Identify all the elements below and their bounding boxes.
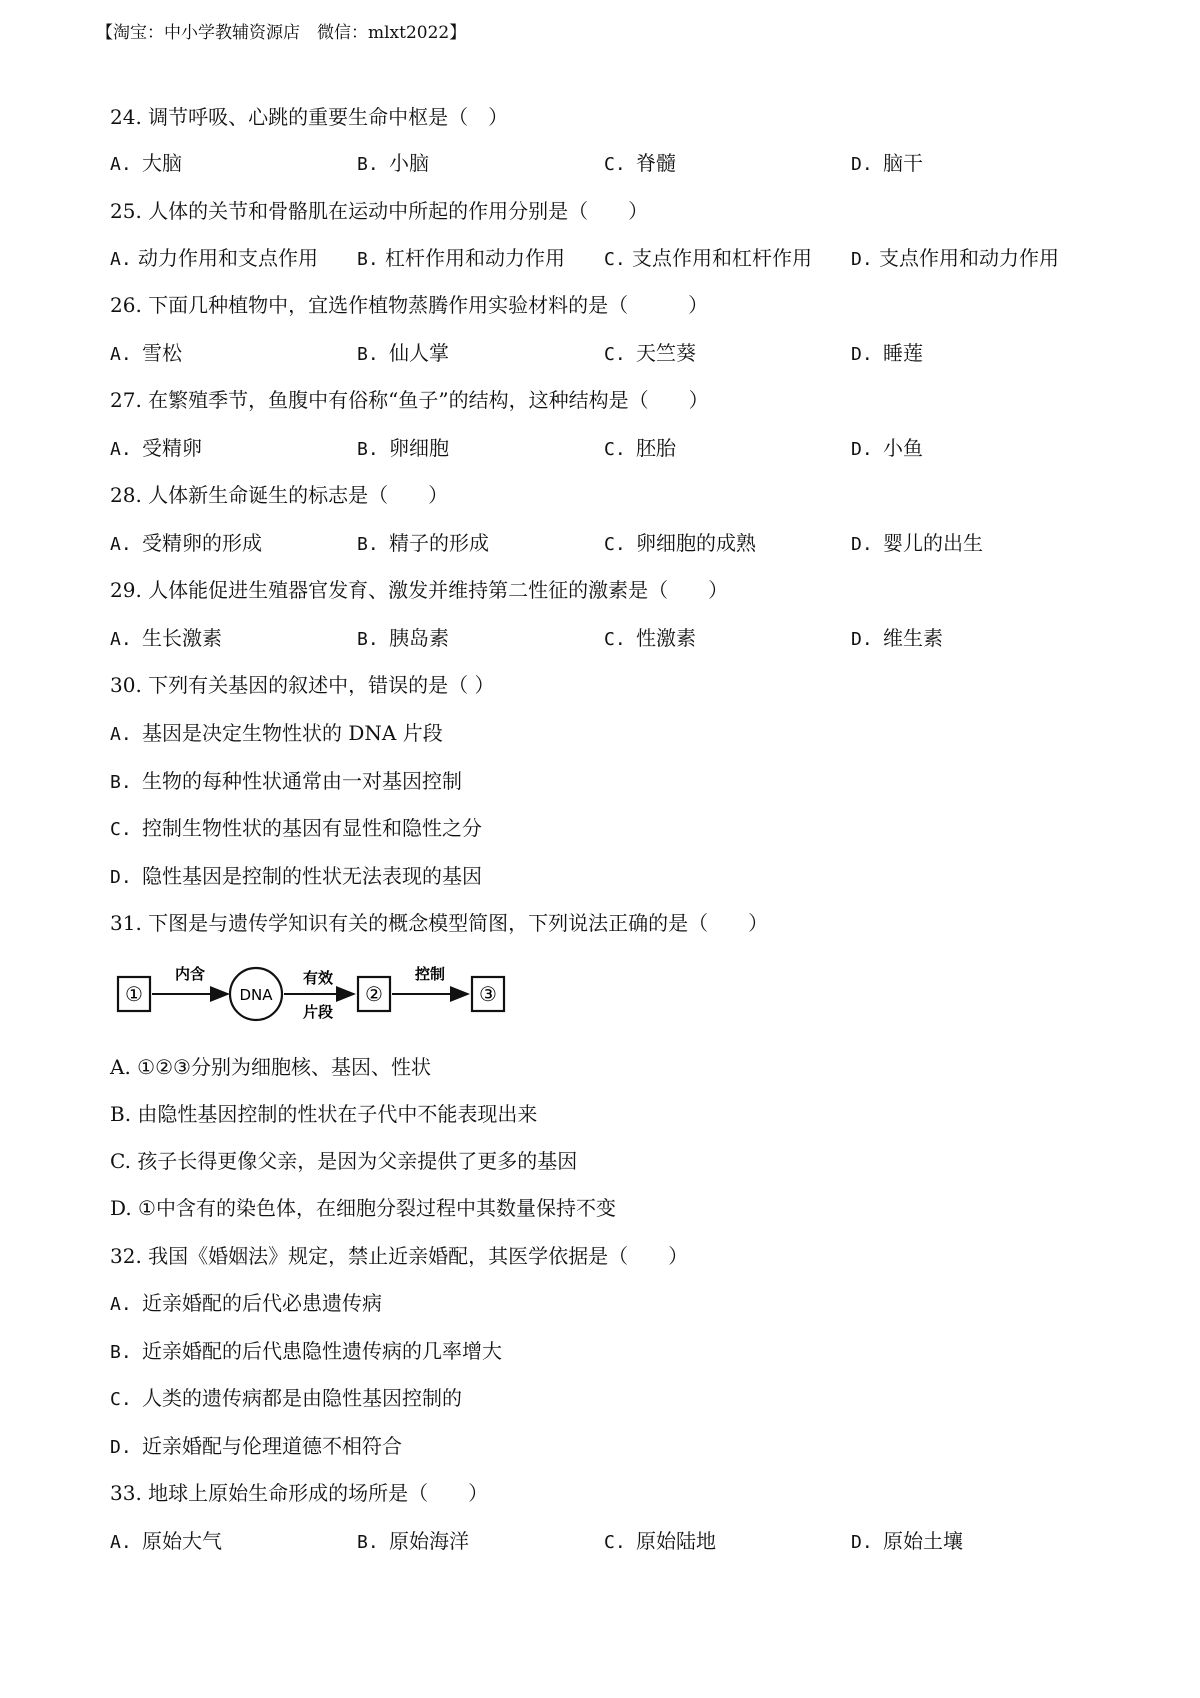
option-a[interactable]: A. 动力作用和支点作用 [110,246,318,270]
question-30-stem: 30. 下列有关基因的叙述中，错误的是（ ） [110,673,495,697]
option-c[interactable]: C. 性激素 [604,626,696,650]
concept-model-diagram [110,955,530,1035]
option-d[interactable]: D. 婴儿的出生 [851,531,983,555]
box-2-label: ② [365,982,383,1006]
option-b[interactable]: B. 生物的每种性状通常由一对基因控制 [110,769,462,793]
option-c[interactable]: C. 胚胎 [604,436,676,460]
option-d[interactable]: D. 原始土壤 [851,1529,963,1553]
option-b[interactable]: B. 小脑 [357,151,429,175]
option-c[interactable]: C. 人类的遗传病都是由隐性基因控制的 [110,1386,462,1410]
option-c[interactable]: C. 天竺葵 [604,341,696,365]
arrow-contains-label: 内含 [174,965,206,983]
question-26-stem: 26. 下面几种植物中，宜选作植物蒸腾作用实验材料的是（ ） [110,293,709,317]
option-a[interactable]: A. ①②③分别为细胞核、基因、性状 [110,1055,431,1079]
option-b[interactable]: B. 原始海洋 [357,1529,469,1553]
option-b[interactable]: B. 由隐性基因控制的性状在子代中不能表现出来 [110,1102,538,1126]
option-d[interactable]: D. ①中含有的染色体，在细胞分裂过程中其数量保持不变 [110,1196,616,1220]
option-d[interactable]: D. 支点作用和动力作用 [851,246,1059,270]
arrow-control-label: 控制 [414,965,446,983]
option-c[interactable]: C. 脊髓 [604,151,676,175]
question-24-options [110,148,1110,178]
question-24-stem: 24. 调节呼吸、心跳的重要生命中枢是（ ） [110,105,509,129]
option-c[interactable]: C. 支点作用和杠杆作用 [604,246,812,270]
option-a[interactable]: A. 大脑 [110,151,182,175]
option-d[interactable]: D. 脑干 [851,151,923,175]
option-c[interactable]: C. 控制生物性状的基因有显性和隐性之分 [110,816,482,840]
option-a[interactable]: A. 近亲婚配的后代必患遗传病 [110,1291,382,1315]
option-c[interactable]: C. 孩子长得更像父亲，是因为父亲提供了更多的基因 [110,1149,578,1173]
header-watermark: 【淘宝：中小学教辅资源店 微信：mlxt2022】 [96,23,467,43]
question-27-stem: 27. 在繁殖季节，鱼腹中有俗称“鱼子”的结构，这种结构是（ ） [110,388,709,412]
option-b[interactable]: B. 胰岛素 [357,626,449,650]
dna-label: DNA [239,986,273,1004]
option-a[interactable]: A. 受精卵 [110,436,202,460]
question-27-options [110,433,1110,463]
option-c[interactable]: C. 原始陆地 [604,1529,716,1553]
option-b[interactable]: B. 仙人掌 [357,341,449,365]
option-a[interactable]: A. 原始大气 [110,1529,222,1553]
question-25-stem: 25. 人体的关节和骨骼肌在运动中所起的作用分别是（ ） [110,199,649,223]
question-28-options [110,528,1110,558]
option-d[interactable]: D. 维生素 [851,626,943,650]
question-33-options [110,1526,1110,1556]
question-29-options [110,623,1110,653]
option-c[interactable]: C. 卵细胞的成熟 [604,531,756,555]
option-b[interactable]: B. 精子的形成 [357,531,489,555]
arrow-effective-label-bottom: 片段 [302,1003,334,1021]
option-b[interactable]: B. 杠杆作用和动力作用 [357,246,565,270]
question-32-stem: 32. 我国《婚姻法》规定，禁止近亲婚配，其医学依据是（ ） [110,1244,689,1268]
box-3-label: ③ [479,982,497,1006]
option-b[interactable]: B. 卵细胞 [357,436,449,460]
option-d[interactable]: D. 睡莲 [851,341,923,365]
question-28-stem: 28. 人体新生命诞生的标志是（ ） [110,483,449,507]
option-a[interactable]: A. 基因是决定生物性状的 DNA 片段 [110,721,443,745]
arrow-effective-label-top: 有效 [302,969,334,987]
option-d[interactable]: D. 隐性基因是控制的性状无法表现的基因 [110,864,482,888]
option-a[interactable]: A. 受精卵的形成 [110,531,262,555]
option-a[interactable]: A. 生长激素 [110,626,222,650]
option-b[interactable]: B. 近亲婚配的后代患隐性遗传病的几率增大 [110,1339,502,1363]
option-d[interactable]: D. 小鱼 [851,436,923,460]
question-33-stem: 33. 地球上原始生命形成的场所是（ ） [110,1481,489,1505]
question-25-options [110,243,1110,273]
option-a[interactable]: A. 雪松 [110,341,182,365]
box-1-label: ① [125,982,143,1006]
option-d[interactable]: D. 近亲婚配与伦理道德不相符合 [110,1434,402,1458]
question-31-stem: 31. 下图是与遗传学知识有关的概念模型简图，下列说法正确的是（ ） [110,911,769,935]
question-29-stem: 29. 人体能促进生殖器官发育、激发并维持第二性征的激素是（ ） [110,578,729,602]
question-26-options [110,338,1110,368]
